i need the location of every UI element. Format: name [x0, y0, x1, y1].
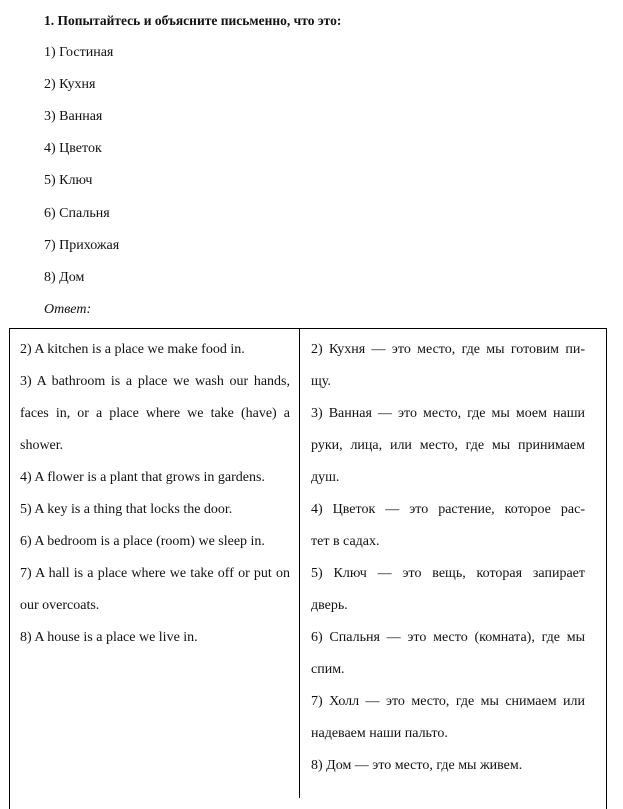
table-line-english: 3) A bathroom is a place we wash our hands, [20, 374, 290, 389]
list-item: 2) Кухня [44, 77, 96, 93]
table-line-english: faces in, or a place where we take (have) a [20, 406, 290, 421]
table-line-english: our overcoats. [20, 598, 100, 613]
table-line-russian: душ. [311, 470, 340, 485]
answer-label: Ответ: [44, 302, 92, 317]
table-line-russian: 8) Дом — это место, где мы живем. [311, 758, 523, 773]
table-line-russian: надеваем наши пальто. [311, 726, 448, 741]
table-line-russian: спим. [311, 662, 345, 677]
table-line-russian: 4) Цветок — это растение, которое рас- [311, 502, 585, 517]
table-line-russian: 6) Спальня — это место (комната), где мы [311, 630, 585, 645]
table-line-russian: 7) Холл — это место, где мы снимаем или [311, 694, 585, 709]
table-line-russian: тет в садах. [311, 534, 380, 549]
table-line-russian: 3) Ванная — это место, где мы моем наши [311, 406, 585, 421]
list-item: 8) Дом [44, 269, 85, 285]
table-line-english: shower. [20, 438, 64, 453]
table-line-russian: щу. [311, 374, 331, 389]
table-line-russian: 5) Ключ — это вещь, которая запирает [311, 566, 585, 581]
table-line-english: 6) A bedroom is a place (room) we sleep in. [20, 534, 265, 549]
table-line-english: 8) A house is a place we live in. [20, 630, 198, 645]
list-item: 7) Прихожая [44, 237, 120, 253]
table-line-english: 2) A kitchen is a place we make food in. [20, 342, 245, 357]
list-item: 5) Ключ [44, 173, 93, 189]
list-item: 3) Ванная [44, 109, 103, 125]
table-divider [299, 328, 300, 798]
table-line-english: 7) A hall is a place where we take off or put on [20, 566, 290, 581]
table-line-english: 4) A flower is a plant that grows in gardens. [20, 470, 265, 485]
list-item: 6) Спальня [44, 205, 110, 221]
list-item: 4) Цветок [44, 141, 102, 157]
table-line-russian: 2) Кухня — это место, где мы готовим пи- [311, 342, 585, 357]
list-item: 1) Гостиная [44, 45, 114, 60]
table-line-english: 5) A key is a thing that locks the door. [20, 502, 233, 517]
table-line-russian: дверь. [311, 598, 348, 613]
table-line-russian: руки, лица, или место, где мы принимаем [311, 438, 585, 453]
exercise-title: 1. Попытайтесь и объясните письменно, что это: [44, 13, 342, 28]
